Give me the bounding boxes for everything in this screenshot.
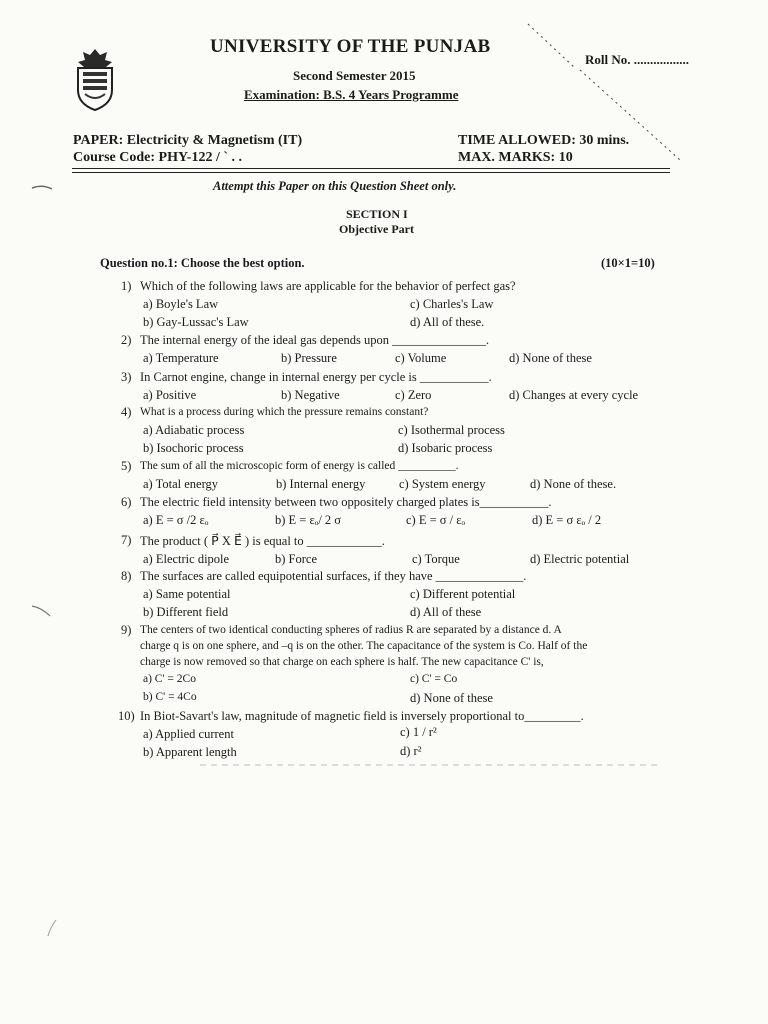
question-number: 2)	[121, 333, 132, 347]
question-text: The electric field intensity between two oppositely charged plates is___________.	[140, 495, 552, 509]
option-b: b) Pressure	[281, 351, 337, 365]
roll-number-field: Roll No. .................	[585, 52, 689, 67]
question-text: The product ( P⃗ X E⃗ ) is equal to ____________.	[140, 534, 385, 548]
option-c: c) System energy	[399, 477, 486, 491]
question-text-line: The centers of two identical conducting spheres of radius R are separated by a distance d. A	[140, 624, 562, 636]
question-number: 9)	[121, 623, 132, 637]
option-c: c) Different potential	[410, 587, 516, 601]
scan-mark	[30, 602, 54, 618]
question-number: 6)	[121, 495, 132, 509]
question-number: 1)	[121, 279, 132, 293]
question-text: What is a process during which the pressure remains constant?	[140, 406, 429, 418]
option-d: d) All of these.	[410, 315, 485, 329]
university-title: UNIVERSITY OF THE PUNJAB	[210, 36, 491, 57]
question-text-line: charge q is on one sphere, and –q is on the other. The capacitance of the system is Co. Half of the	[140, 640, 588, 652]
section-title: SECTION I	[346, 207, 408, 221]
option-b: b) Gay-Lussac's Law	[143, 315, 249, 329]
question-text: The sum of all the microscopic form of energy is called __________.	[140, 460, 459, 472]
question-number: 7)	[121, 533, 132, 547]
option-d: d) Changes at every cycle	[509, 388, 639, 402]
question-number: 10)	[118, 709, 135, 723]
option-d: d) E = σ εₒ / 2	[532, 513, 602, 527]
question-number: 5)	[121, 459, 132, 473]
header-divider	[72, 168, 670, 169]
examination-label: Examination: B.S. 4 Years Programme	[244, 87, 459, 102]
option-c: c) Volume	[395, 351, 447, 365]
max-marks: MAX. MARKS: 10	[458, 150, 573, 165]
header-divider-thin	[72, 172, 670, 173]
option-d: d) None of these	[509, 351, 592, 365]
option-a: a) C' = 2Co	[143, 673, 196, 685]
option-a: a) Temperature	[143, 351, 219, 365]
option-b: b) Negative	[281, 388, 340, 402]
option-c: c) Charles's Law	[410, 297, 494, 311]
section-subtitle: Objective Part	[339, 222, 414, 236]
option-a: a) Adiabatic process	[143, 423, 245, 437]
university-crest-logo	[72, 46, 118, 112]
option-a: a) Positive	[143, 388, 197, 402]
option-c: c) Isothermal process	[398, 423, 505, 437]
question-text: In Biot-Savart's law, magnitude of magnetic field is inversely proportional to_________.	[140, 709, 584, 723]
option-a: a) E = σ /2 εₒ	[143, 513, 209, 527]
option-a: a) Total energy	[143, 477, 219, 491]
question-text-line: charge is now removed so that charge on each sphere is half. The new capacitance C' is,	[140, 656, 544, 668]
option-d: d) r²	[400, 744, 422, 758]
question-number: 4)	[121, 405, 132, 419]
question-text: Which of the following laws are applicable for the behavior of perfect gas?	[140, 279, 516, 293]
option-b: b) Isochoric process	[143, 441, 244, 455]
scan-mark	[30, 182, 54, 194]
option-a: a) Applied current	[143, 727, 234, 741]
option-a: a) Same potential	[143, 587, 231, 601]
option-b: b) E = εₒ/ 2 σ	[275, 513, 342, 527]
faint-scan-line	[200, 762, 660, 768]
question-number: 3)	[121, 370, 132, 384]
option-a: a) Electric dipole	[143, 552, 230, 566]
option-d: d) Electric potential	[530, 552, 630, 566]
option-c: c) Torque	[412, 552, 460, 566]
scan-mark	[44, 918, 60, 938]
option-c: c) C' = Co	[410, 673, 458, 685]
question-number: 8)	[121, 569, 132, 583]
question-marks: (10×1=10)	[601, 256, 655, 270]
option-b: b) Different field	[143, 605, 229, 619]
option-b: b) C' = 4Co	[143, 691, 197, 703]
option-d: d) Isobaric process	[398, 441, 493, 455]
option-c: c) E = σ / εₒ	[406, 513, 466, 527]
question-text: In Carnot engine, change in internal energy per cycle is ___________.	[140, 370, 492, 384]
option-c: c) Zero	[395, 388, 432, 402]
time-allowed: TIME ALLOWED: 30 mins.	[458, 133, 630, 148]
option-d: d) None of these	[410, 691, 493, 705]
option-d: d) None of these.	[530, 477, 617, 491]
option-b: b) Apparent length	[143, 745, 237, 759]
course-code: Course Code: PHY-122 / ` . .	[73, 150, 243, 165]
option-b: b) Internal energy	[276, 477, 366, 491]
semester-label: Second Semester 2015	[293, 68, 416, 83]
option-d: d) All of these	[410, 605, 482, 619]
paper-title: PAPER: Electricity & Magnetism (IT)	[73, 133, 303, 148]
option-b: b) Force	[275, 552, 317, 566]
question-header: Question no.1: Choose the best option.	[100, 256, 305, 270]
instruction-text: Attempt this Paper on this Question Sheet only.	[213, 179, 457, 193]
option-c: c) 1 / r²	[400, 725, 437, 739]
question-text: The internal energy of the ideal gas depends upon _______________.	[140, 333, 489, 347]
question-text: The surfaces are called equipotential surfaces, if they have ______________.	[140, 569, 527, 583]
option-a: a) Boyle's Law	[143, 297, 219, 311]
